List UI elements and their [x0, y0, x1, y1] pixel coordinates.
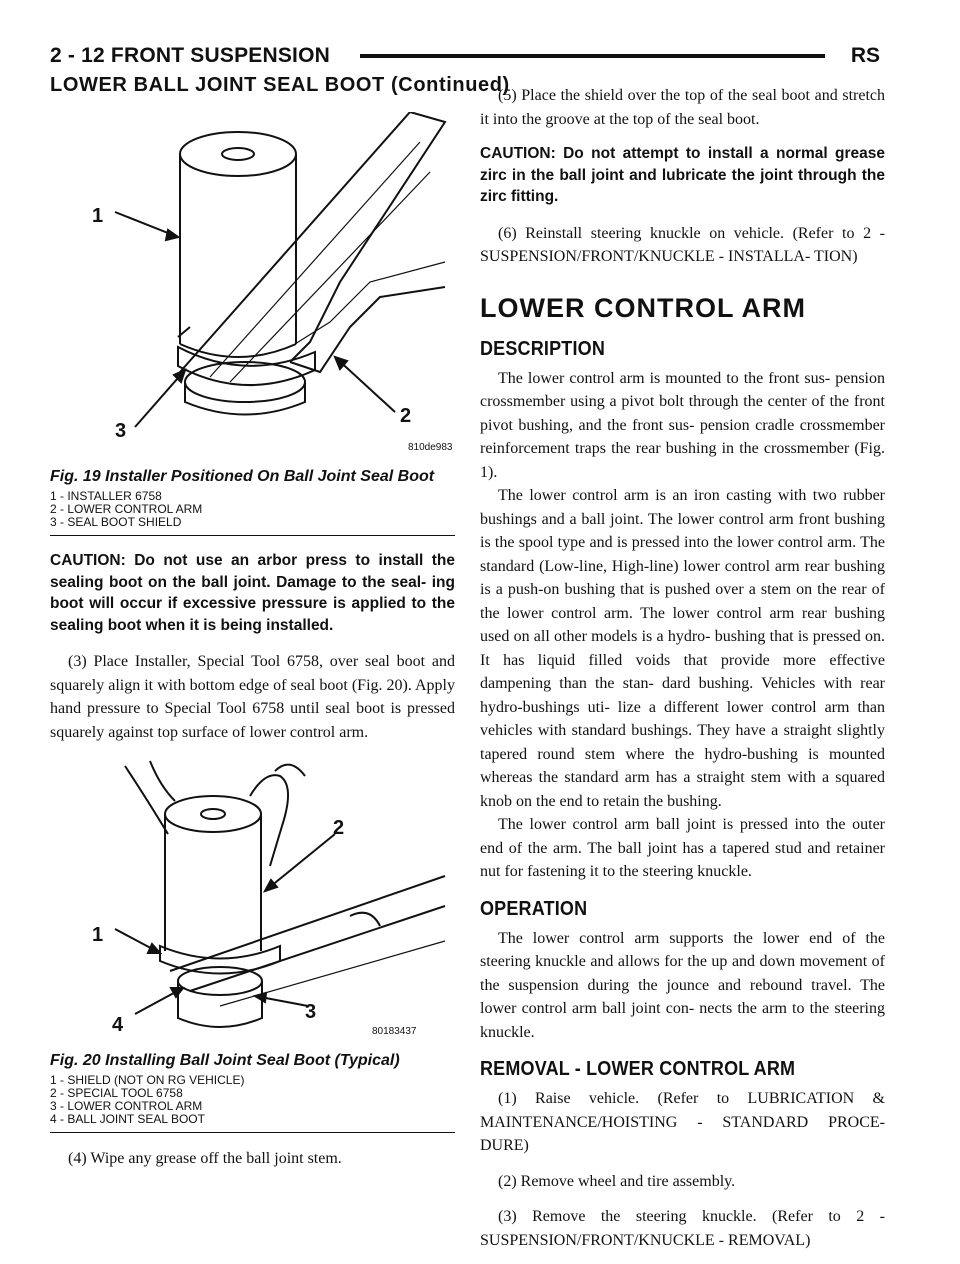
- figure-20: [50, 756, 455, 1133]
- section-title: LOWER CONTROL ARM: [480, 292, 806, 323]
- legend-item: 2 - SPECIAL TOOL 6758: [50, 1086, 183, 1100]
- right-column: [480, 84, 885, 1264]
- header-section-label: 2 - 12 FRONT SUSPENSION: [50, 44, 330, 67]
- operation-heading: OPERATION: [480, 897, 588, 920]
- fig19-callout-3: 3: [115, 420, 127, 442]
- fig20-callout-2: 2: [333, 817, 345, 839]
- caution-grease-zirc: CAUTION: Do not attempt to install a normal grease zirc in the ball joint and lubricate the joint through the zirc fitting.: [480, 145, 885, 205]
- fig20-callout-4: 4: [112, 1014, 124, 1036]
- fig20-callout-3: 3: [305, 1001, 317, 1023]
- operation-paragraph: The lower control arm supports the lower end of the steering knuckle and allows for the up and down movement of the suspension during the jounce and rebound travel. The lower control arm ball joint con- nects the arm to the steering knuckle.: [480, 929, 885, 1041]
- fig19-callout-2: 2: [400, 405, 412, 427]
- legend-item: 3 - SEAL BOOT SHIELD: [50, 515, 182, 529]
- removal-heading: REMOVAL - LOWER CONTROL ARM: [480, 1058, 796, 1080]
- fig19-callout-1: 1: [92, 205, 104, 227]
- description-paragraph: The lower control arm ball joint is pressed into the outer end of the arm. The ball joint has a tapered stud and retainer nut for fastening it to the steering knuckle.: [480, 816, 885, 880]
- step-3: (3) Place Installer, Special Tool 6758, over seal boot and squarely align it with bottom edge of seal boot (Fig. 20). Apply hand pressure to Special Tool 6758 until seal boot is pressed squarely against top surface of lower control arm.: [50, 653, 455, 741]
- header-rule: [360, 54, 825, 58]
- page-header: [50, 44, 880, 70]
- description-paragraph: The lower control arm is mounted to the front sus- pension crossmember using a pivot bolt through the center of the front pivot bushing, and the front sus- pension cradle crossmember reinforcement traps the rear bushing in the crossmember (Fig. 1).: [480, 369, 885, 481]
- figure-19-caption: Fig. 19 Installer Positioned On Ball Joint Seal Boot: [50, 468, 435, 485]
- legend-item: 2 - LOWER CONTROL ARM: [50, 502, 203, 516]
- caution-arbor-press: CAUTION: Do not use an arbor press to install the sealing boot on the ball joint. Damage to the seal- ing boot will occur if excessive pressure is applied to the sealing boot when it is being installed.: [50, 552, 455, 634]
- header-model-code: RS: [850, 44, 880, 67]
- fig20-callout-1: 1: [92, 924, 104, 946]
- removal-step-3: (3) Remove the steering knuckle. (Refer to 2 - SUSPENSION/FRONT/KNUCKLE - REMOVAL): [480, 1208, 885, 1249]
- step-4: (4) Wipe any grease off the ball joint stem.: [68, 1150, 342, 1167]
- continued-title: LOWER BALL JOINT SEAL BOOT (Continued): [50, 74, 510, 96]
- removal-step-1: (1) Raise vehicle. (Refer to LUBRICATION & MAINTENANCE/HOISTING - STANDARD PROCE- DURE): [480, 1090, 885, 1154]
- figure-19-legend: [50, 490, 455, 529]
- figure-divider: [50, 1132, 455, 1133]
- figure-20-caption: Fig. 20 Installing Ball Joint Seal Boot (Typical): [50, 1052, 400, 1069]
- legend-item: 3 - LOWER CONTROL ARM: [50, 1099, 203, 1113]
- step-5: (5) Place the shield over the top of the seal boot and stretch it into the groove at the top of the seal boot.: [480, 87, 885, 128]
- fig19-code: 810de983: [408, 442, 453, 453]
- legend-item: 1 - INSTALLER 6758: [50, 489, 162, 503]
- figure-divider: [50, 535, 455, 536]
- description-paragraph: The lower control arm is an iron casting with two rubber bushings and a ball joint. The lower control arm front bushing is the spool type and is pressed into the lower control arm. The standard (Low-line, High-line) lower control arm rear bushing is a push-on bushing that is pushed over a stem on the rear of the lower control arm. The lower control arm rear bushing used on all other models is a hydro- bushing that is pressed on. It has liquid filled voids that provide more effective dampening than the stan- dard bushing. Vehicles with rear hydro-bushings uti- lize a different lower control arm than vehicles with standard bushings. They have a straight slightly tapered round stem where the hydro-bushing is mounted whereas the standard arm has a straight stem with a squared knob on the end to retain the bushing.: [480, 487, 885, 810]
- left-column: [50, 112, 455, 1183]
- legend-item: 1 - SHIELD (NOT ON RG VEHICLE): [50, 1073, 245, 1087]
- figure-19: [50, 112, 455, 536]
- figure-20-legend: [50, 1074, 455, 1126]
- removal-step-2: (2) Remove wheel and tire assembly.: [498, 1172, 736, 1190]
- step-6: (6) Reinstall steering knuckle on vehicle. (Refer to 2 - SUSPENSION/FRONT/KNUCKLE - INSTALLA- TION): [480, 224, 885, 265]
- fig20-code: 80183437: [372, 1026, 417, 1037]
- figure-20-illustration: [50, 756, 455, 1041]
- legend-item: 4 - BALL JOINT SEAL BOOT: [50, 1112, 205, 1126]
- figure-19-illustration: [50, 112, 455, 457]
- description-heading: DESCRIPTION: [480, 337, 606, 360]
